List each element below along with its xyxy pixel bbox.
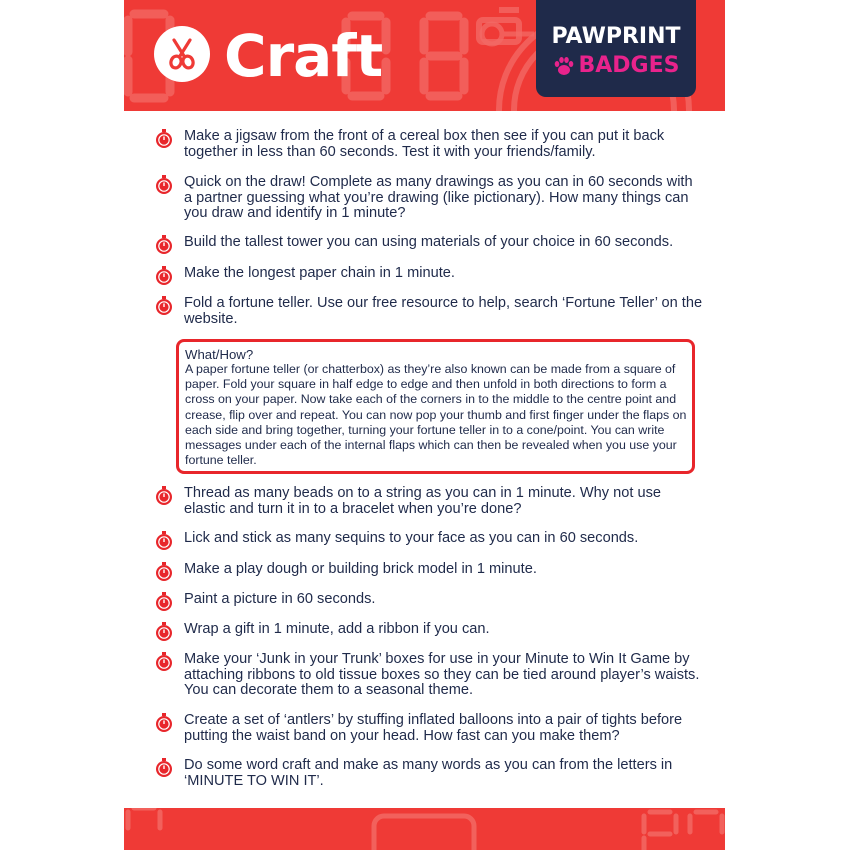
page-title: Craft	[224, 22, 383, 90]
stopwatch-icon	[154, 592, 174, 612]
what-how-heading: What/How?	[185, 347, 254, 362]
stopwatch-icon	[154, 713, 174, 733]
list-item-text: Create a set of ‘antlers’ by stuffing inflated balloons into a pair of tights before putting the waist band on your head. How fast can you make them?	[184, 712, 683, 744]
list-item-text: Lick and stick as many sequins to your face as you can in 60 seconds.	[184, 530, 639, 546]
pawprint-badges-logo	[536, 0, 696, 97]
stopwatch-icon	[154, 175, 174, 195]
list-item-text: Make the longest paper chain in 1 minute.	[184, 265, 455, 281]
list-item-text: Fold a fortune teller. Use our free resource to help, search ‘Fortune Teller’ on the website.	[184, 295, 703, 327]
stopwatch-icon	[154, 266, 174, 286]
stopwatch-icon	[154, 562, 174, 582]
list-item-text: Thread as many beads on to a string as you can in 1 minute. Why not use elastic and turn it in to a bracelet when you’re done?	[184, 485, 661, 517]
header-banner	[124, 0, 725, 111]
what-how-box	[176, 339, 695, 474]
list-item-text: Do some word craft and make as many words as you can from the letters in ‘MINUTE TO WIN IT’.	[184, 757, 673, 789]
list-item-text: Make your ‘Junk in your Trunk’ boxes for use in your Minute to Win It Game by attaching ribbons to old tissue boxes so they can be tied around player’s waists. You can decorate them to a seasonal theme.	[184, 651, 700, 698]
craft-page	[124, 0, 725, 850]
stopwatch-icon	[154, 129, 174, 149]
list-item-text: Paint a picture in 60 seconds.	[184, 591, 376, 607]
stopwatch-icon	[154, 531, 174, 551]
list-item-text: Make a jigsaw from the front of a cereal box then see if you can put it back together in less than 60 seconds. Test it with your friends/family.	[184, 128, 665, 160]
stopwatch-icon	[154, 296, 174, 316]
paw-icon	[553, 55, 575, 77]
stopwatch-icon	[154, 652, 174, 672]
badge-line-2-row	[536, 52, 696, 80]
stopwatch-icon	[154, 758, 174, 778]
digital-clock-decoration	[124, 808, 725, 850]
list-item-text: Wrap a gift in 1 minute, add a ribbon if you can.	[184, 621, 490, 637]
badge-line-2: BADGES	[578, 53, 680, 78]
craft-logo-circle	[154, 26, 210, 82]
scissors-icon	[164, 36, 200, 72]
list-item-text: Make a play dough or building brick model in 1 minute.	[184, 561, 537, 577]
list-item-text: Quick on the draw! Complete as many drawings as you can in 60 seconds with a partner guessing what you’re drawing (like pictionary). How many things can you draw and identify in 1 minute?	[184, 174, 693, 221]
footer-banner	[124, 808, 725, 850]
stopwatch-icon	[154, 235, 174, 255]
badge-line-1: PAWPRINT	[551, 24, 681, 49]
list-item-text: Build the tallest tower you can using materials of your choice in 60 seconds.	[184, 234, 674, 250]
stopwatch-icon	[154, 622, 174, 642]
stopwatch-icon	[154, 486, 174, 506]
what-how-body: A paper fortune teller (or chatterbox) as they’re also known can be made from a square of paper. Fold your square in half edge to edge and then unfold in both directions to form a cross on your paper. Now take each of the corners in to the middle to the centre point and crease, flip over and repeat. You can now pop your thumb and first finger under the flaps on each side and bring together, turning your fortune teller in to a cone/point. You can write messages under each of the internal flaps which can then be revealed when you use your fortune teller.	[185, 362, 687, 468]
